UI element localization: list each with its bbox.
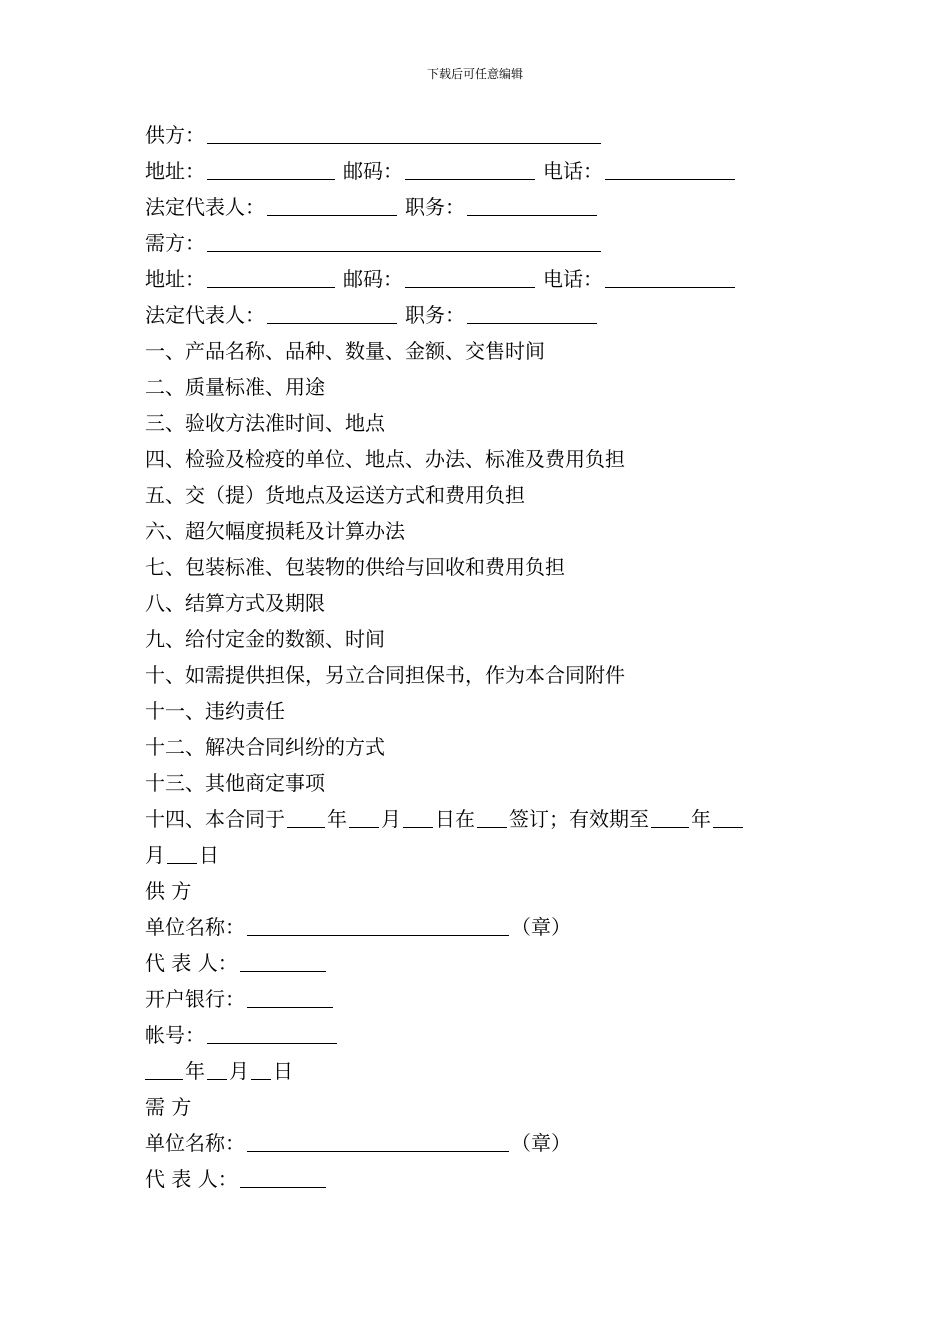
representative-label: 代 表 人：	[145, 951, 238, 975]
supplier-bank-line	[145, 981, 845, 1017]
phone-blank[interactable]	[605, 159, 735, 180]
postcode-blank[interactable]	[405, 159, 535, 180]
address-blank[interactable]	[207, 267, 335, 288]
supplier-label: 供方：	[145, 123, 205, 147]
contract-body	[145, 117, 845, 1197]
address-label: 地址：	[145, 159, 205, 183]
supplier-representative-line	[145, 945, 845, 981]
month-label-2: 月	[145, 843, 165, 867]
buyer-legal-rep-line	[145, 297, 845, 333]
sign-year-blank[interactable]	[287, 807, 325, 828]
supplier-blank[interactable]	[207, 123, 601, 144]
position-label: 职务：	[405, 303, 465, 327]
clause-14-line-2	[145, 837, 845, 873]
phone-label: 电话：	[543, 267, 603, 291]
legal-rep-blank[interactable]	[267, 303, 397, 324]
clause-1: 一、产品名称、品种、数量、金额、交售时间	[145, 339, 545, 363]
unit-name-blank[interactable]	[247, 915, 509, 936]
signed-label: 签订；有效期至	[509, 807, 649, 831]
bank-label: 开户银行：	[145, 987, 245, 1011]
page-header-note: 下载后可任意编辑	[426, 67, 523, 81]
valid-month-blank[interactable]	[713, 807, 743, 828]
date-day-label: 日	[273, 1059, 293, 1083]
unit-name-label: 单位名称：	[145, 915, 245, 939]
buyer-unit-name-line	[145, 1125, 845, 1161]
clause-8: 八、结算方式及期限	[145, 591, 325, 615]
date-year-label: 年	[185, 1059, 205, 1083]
month-label: 月	[381, 807, 401, 831]
address-label: 地址：	[145, 267, 205, 291]
supplier-signature-title: 供 方	[145, 879, 192, 903]
representative-label: 代 表 人：	[145, 1167, 238, 1191]
sign-place-blank[interactable]	[477, 807, 507, 828]
clause-10: 十、如需提供担保，另立合同担保书，作为本合同附件	[145, 663, 625, 687]
unit-name-blank[interactable]	[247, 1131, 509, 1152]
legal-rep-blank[interactable]	[267, 195, 397, 216]
supplier-legal-rep-line	[145, 189, 845, 225]
position-blank[interactable]	[467, 195, 597, 216]
day-at-label: 日在	[435, 807, 475, 831]
clause-11: 十一、违约责任	[145, 699, 285, 723]
year-label: 年	[327, 807, 347, 831]
seal-label: （章）	[511, 915, 571, 939]
clause-7: 七、包装标准、包装物的供给与回收和费用负担	[145, 555, 565, 579]
buyer-address-line	[145, 261, 845, 297]
clause-5: 五、交（提）货地点及运送方式和费用负担	[145, 483, 525, 507]
legal-rep-label: 法定代表人：	[145, 303, 265, 327]
supplier-address-line	[145, 153, 845, 189]
valid-year-blank[interactable]	[651, 807, 689, 828]
date-month-blank[interactable]	[207, 1059, 227, 1080]
clause-14-prefix: 十四、本合同于	[145, 807, 285, 831]
buyer-label: 需方：	[145, 231, 205, 255]
postcode-blank[interactable]	[405, 267, 535, 288]
date-day-blank[interactable]	[251, 1059, 271, 1080]
valid-day-blank[interactable]	[167, 843, 197, 864]
day-label-2: 日	[199, 843, 219, 867]
sign-month-blank[interactable]	[349, 807, 379, 828]
clause-13: 十三、其他商定事项	[145, 771, 325, 795]
buyer-blank[interactable]	[207, 231, 601, 252]
year-label-2: 年	[691, 807, 711, 831]
legal-rep-label: 法定代表人：	[145, 195, 265, 219]
date-year-blank[interactable]	[145, 1059, 183, 1080]
buyer-line	[145, 225, 845, 261]
supplier-unit-name-line	[145, 909, 845, 945]
phone-label: 电话：	[543, 159, 603, 183]
address-blank[interactable]	[207, 159, 335, 180]
clause-2: 二、质量标准、用途	[145, 375, 325, 399]
unit-name-label: 单位名称：	[145, 1131, 245, 1155]
date-month-label: 月	[229, 1059, 249, 1083]
clause-3: 三、验收方法准时间、地点	[145, 411, 385, 435]
postcode-label: 邮码：	[343, 159, 403, 183]
phone-blank[interactable]	[605, 267, 735, 288]
position-label: 职务：	[405, 195, 465, 219]
clause-12: 十二、解决合同纠纷的方式	[145, 735, 385, 759]
seal-label: （章）	[511, 1131, 571, 1155]
sign-day-blank[interactable]	[403, 807, 433, 828]
supplier-account-line	[145, 1017, 845, 1053]
position-blank[interactable]	[467, 303, 597, 324]
clause-4: 四、检验及检疫的单位、地点、办法、标准及费用负担	[145, 447, 625, 471]
account-label: 帐号：	[145, 1023, 205, 1047]
account-blank[interactable]	[207, 1023, 337, 1044]
bank-blank[interactable]	[247, 987, 333, 1008]
supplier-date-line	[145, 1053, 845, 1089]
representative-blank[interactable]	[240, 951, 326, 972]
supplier-line	[145, 117, 845, 153]
clause-9: 九、给付定金的数额、时间	[145, 627, 385, 651]
buyer-signature-title: 需 方	[145, 1095, 192, 1119]
clause-14-line-1	[145, 801, 845, 837]
buyer-representative-line	[145, 1161, 845, 1197]
postcode-label: 邮码：	[343, 267, 403, 291]
representative-blank[interactable]	[240, 1167, 326, 1188]
clause-6: 六、超欠幅度损耗及计算办法	[145, 519, 405, 543]
